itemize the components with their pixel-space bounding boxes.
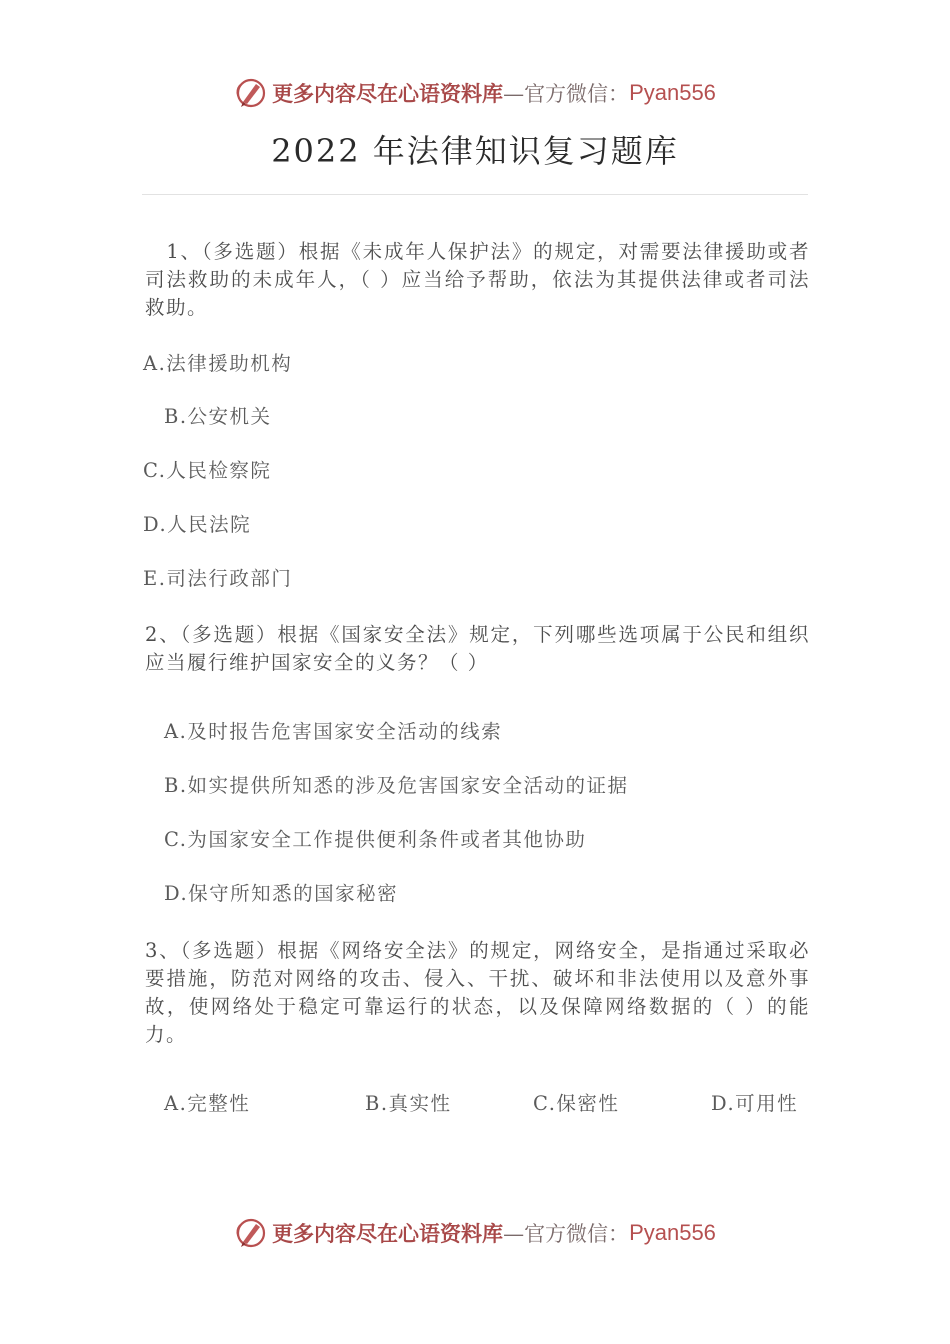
question-2-option-a: A.及时报告危害国家安全活动的线索	[164, 720, 503, 743]
banner-brand: 更多内容尽在心语资料库	[272, 81, 504, 106]
question-1-option-c: C.人民检察院	[143, 459, 272, 482]
banner-brand: 更多内容尽在心语资料库	[272, 1221, 504, 1246]
question-3-text: 3、（多选题）根据《网络安全法》的规定，网络安全，是指通过采取必要措施，防范对网络的攻击、侵入、干扰、破坏和非法使用以及意外事故，使网络处于稳定可靠运行的状态，以及保障网络数据的（ ）的能力。	[145, 939, 810, 1046]
question-3-option-b: B.真实性	[365, 1092, 452, 1115]
quill-pen-logo-icon	[234, 76, 268, 110]
quill-pen-logo-icon	[234, 1216, 268, 1250]
question-3-option-d: D.可用性	[711, 1092, 799, 1115]
question-1-option-e: E.司法行政部门	[143, 567, 293, 590]
question-2-text: 2、（多选题）根据《国家安全法》规定，下列哪些选项属于公民和组织应当履行维护国家安全的义务？（ ）	[145, 623, 810, 674]
banner-wechat-id: Pyan556	[629, 1220, 716, 1245]
banner-wechat-id: Pyan556	[629, 80, 716, 105]
question-3-option-c: C.保密性	[533, 1092, 620, 1115]
header-banner	[0, 73, 950, 113]
question-1-option-b: B.公安机关	[164, 405, 272, 428]
question-1-option-a: A.法律援助机构	[143, 352, 293, 375]
question-1-option-d: D.人民法院	[143, 513, 252, 536]
title-divider	[142, 194, 808, 195]
question-3-option-a: A.完整性	[164, 1092, 251, 1115]
banner-contact-label: —官方微信：	[503, 82, 630, 106]
question-2-option-b: B.如实提供所知悉的涉及危害国家安全活动的证据	[164, 774, 629, 797]
document-title: 2022 年法律知识复习题库	[271, 132, 679, 170]
question-2-option-d: D.保守所知悉的国家秘密	[164, 882, 399, 905]
question-1-text: 1、（多选题）根据《未成年人保护法》的规定，对需要法律援助或者司法救助的未成年人，（ ）应当给予帮助，依法为其提供法律或者司法救助。	[145, 240, 810, 319]
footer-banner	[0, 1213, 950, 1253]
banner-contact-label: —官方微信：	[503, 1222, 630, 1246]
question-2-option-c: C.为国家安全工作提供便利条件或者其他协助	[164, 828, 587, 851]
